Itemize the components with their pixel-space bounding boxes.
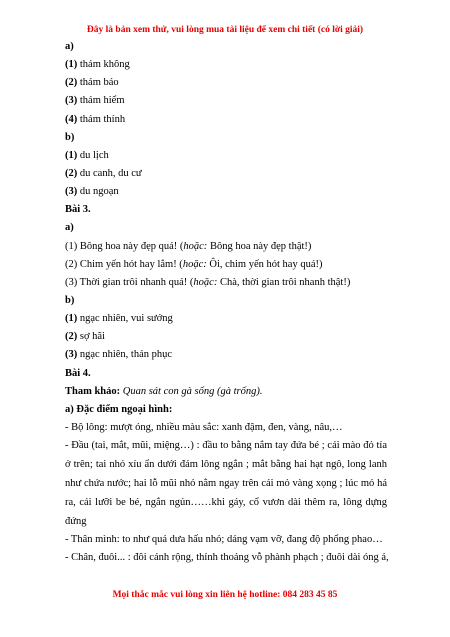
section-heading: a) Đặc điểm ngoại hình:: [65, 403, 173, 415]
item-number: (2): [65, 331, 78, 343]
paragraph-line: ra, cái lưỡi be bé, ngắn ngủn……khi gáy, cổ vươn dài thêm ra, lông dựng: [65, 497, 387, 509]
list-item: [65, 111, 387, 129]
alt-text: Chà, thời gian trôi nhanh thật!): [217, 276, 351, 288]
item-text: thám thính: [77, 113, 126, 125]
exercise-3-title: Bài 3.: [65, 204, 91, 216]
item-number: (3): [65, 349, 78, 361]
item-number: (4): [65, 113, 78, 125]
exercise-4-title: Bài 4.: [65, 367, 91, 379]
item-number: (2): [65, 167, 78, 179]
sentence-item: [65, 274, 387, 292]
paragraph-line: - Bộ lông: mượt óng, nhiều màu sắc: xanh đậm, đen, vàng, nâu,…: [65, 421, 343, 433]
reference-text: Quan sát con gà sống (gà trống).: [120, 385, 263, 397]
item-number: (3): [65, 186, 78, 198]
list-item: [65, 74, 387, 92]
list-item: [65, 147, 387, 165]
sentence-item: [65, 256, 387, 274]
item-text: ngạc nhiên, vui sướng: [77, 313, 173, 325]
paragraph-line: ở trên; tai nhỏ xíu ẩn dưới đám lông ngắn ; mắt bằng hai hạt ngô, long lanh: [65, 459, 387, 471]
list-item: [65, 183, 387, 201]
sentence-text: (2) Chim yến hót hay lắm! (: [65, 258, 183, 270]
part-b-label: b): [65, 131, 75, 143]
list-item: [65, 56, 387, 74]
alt-text: Ôi, chim yến hót hay quá!): [206, 258, 323, 270]
item-text: sợ hãi: [77, 331, 105, 343]
paragraph-line: đứng: [65, 516, 87, 528]
paragraph-line: như chứa nước; hai lỗ mũi nhỏ nằm ngay trên cái mỏ vàng xọng ; lúc mỏ há: [65, 478, 387, 490]
item-text: thám báo: [77, 77, 119, 89]
item-number: (3): [65, 95, 78, 107]
part-b-label: b): [65, 294, 75, 306]
alt-text: Bông hoa này đẹp thật!): [207, 240, 312, 252]
item-text: ngạc nhiên, thán phục: [77, 349, 173, 361]
list-item: [65, 328, 387, 346]
item-text: du lịch: [77, 149, 109, 161]
paragraph-line: - Đầu (tai, mắt, mũi, miệng…) : đầu to bằng nắm tay đứa bé ; cái mào đỏ tía: [65, 440, 387, 452]
item-number: (1): [65, 149, 78, 161]
alt-label: hoặc:: [193, 276, 218, 288]
paragraph-line: - Chân, đuôi... : đôi cánh rộng, thỉnh thoảng vỗ phành phạch ; đuôi dài óng ả,: [65, 552, 389, 564]
list-item: [65, 310, 387, 328]
list-item: [65, 346, 387, 364]
reference-label: Tham khảo:: [65, 385, 121, 397]
sentence-text: (3) Thời gian trôi nhanh quá! (: [65, 276, 194, 288]
alt-label: hoặc:: [183, 240, 208, 252]
hotline-notice: Mọi thắc mắc vui lòng xin liên hệ hotline: 084 283 45 85: [112, 590, 338, 600]
reference-line: [65, 383, 387, 401]
item-text: du ngoạn: [77, 186, 119, 198]
preview-notice: Đây là bản xem thử, vui lòng mua tài liệu để xem chi tiết (có lời giải): [86, 25, 364, 35]
part-a-label: a): [65, 222, 74, 234]
item-text: thám không: [77, 59, 130, 71]
item-number: (1): [65, 313, 78, 325]
list-item: [65, 92, 387, 110]
list-item: [65, 165, 387, 183]
paragraph-line: - Thân mình: to như quả dưa hấu nhỏ; dáng vạm vỡ, đang độ phổng phao…: [65, 534, 383, 546]
item-number: (1): [65, 59, 78, 71]
part-a-label: a): [65, 41, 74, 52]
item-text: du canh, du cư: [77, 167, 142, 179]
alt-label: hoặc:: [182, 258, 207, 270]
sentence-item: [65, 238, 387, 256]
sentence-text: (1) Bông hoa này đẹp quá! (: [65, 240, 184, 252]
document-body: [65, 38, 387, 568]
item-text: thám hiểm: [77, 95, 125, 107]
item-number: (2): [65, 77, 78, 89]
